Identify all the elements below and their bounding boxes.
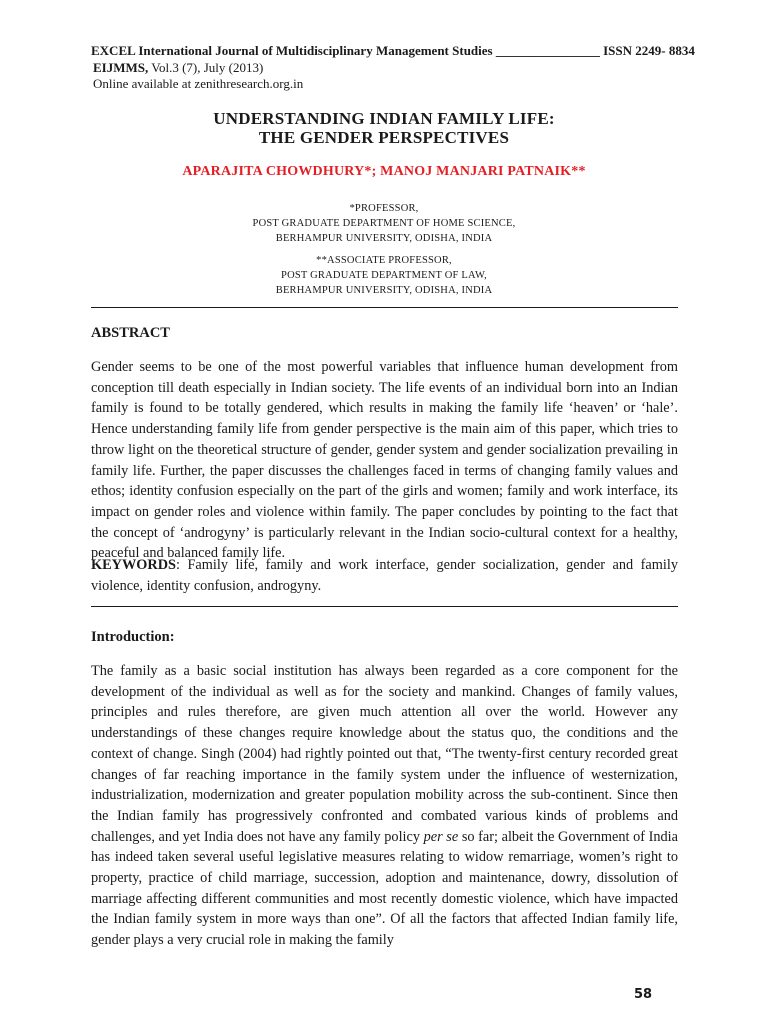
affiliation-1-dept: POST GRADUATE DEPARTMENT OF HOME SCIENCE, [252, 218, 516, 229]
intro-text-part2: so far; albeit the Government of India has indeed taken several useful legislative measures relating to widow remarriage, women’s right to property, practice of child marriage, succession, adoption and maintenance, dowry, dissolution of marriage affecting different communities and most recently domestic violence, which have impacted the Indian family system in more ways than one”. Of all the factors that affected Indian family life, gender plays a very crucial role in making the family [91, 828, 678, 949]
paper-title-line1: UNDERSTANDING INDIAN FAMILY LIFE: [213, 109, 555, 128]
affiliation-2-role: **ASSOCIATE PROFESSOR, [316, 255, 452, 266]
journal-header: EXCEL International Journal of Multidisciplinary Management Studies ________________ ISSN 2249- 8834 [91, 43, 695, 58]
introduction-text [91, 661, 678, 951]
introduction-heading: Introduction: [91, 629, 175, 645]
intro-italic-term: per se [423, 828, 459, 845]
section-divider-bottom [91, 606, 678, 607]
section-divider-top [91, 307, 678, 308]
affiliation-2-univ: BERHAMPUR UNIVERSITY, ODISHA, INDIA [275, 285, 493, 296]
abstract-heading: ABSTRACT [91, 325, 170, 341]
keywords-list: : Family life, family and work interface, gender socialization, gender and family violence, identity confusion, androgyny. [91, 557, 678, 594]
page-number: 58 [634, 987, 653, 1002]
affiliation-1-univ: BERHAMPUR UNIVERSITY, ODISHA, INDIA [275, 233, 493, 244]
journal-abbr: EIJMMS, [93, 60, 149, 75]
intro-text-part1: The family as a basic social institution has always been regarded as a core component for the development of the individual as well as for the society and mankind. Changes of family values, principles and rules therefore, are given much attention all over the world. However any understandings of these changes require knowledge about the status quo, the conditions and the context of change. Singh (2004) had rightly pointed out that, “The twenty-first century recorded great changes of far reaching importance in the family system under the influence of westernization, industrialization, modernization and greater population mobility across the sub-continent. Since then the Indian family has progressively confronted and combated various kinds of problems and challenges, and yet India does not have any family policy [91, 663, 678, 845]
affiliation-1-role: *PROFESSOR, [349, 203, 419, 214]
author-list: APARAJITA CHOWDHURY*; MANOJ MANJARI PATNAIK** [182, 164, 586, 179]
volume-issue: Vol.3 (7), July (2013) [148, 60, 264, 75]
affiliation-2-dept: POST GRADUATE DEPARTMENT OF LAW, [281, 270, 487, 281]
keywords-paragraph [91, 555, 678, 596]
abstract-text: Gender seems to be one of the most powerful variables that influence human development from conception till death especially in Indian society. The life events of an individual born into an Indian family is found to be totally gendered, which results in making the family life ‘heaven’ or ‘hale’. Hence understanding family life from gender perspective is the main aim of this paper, which tries to throw light on the theoretical structure of gender, gender system and gender socialization prevailing in family life. Further, the paper discusses the challenges faced in terms of changing family values and ethos; identity confusion especially on the part of the girls and women; family and work interface, its impact on gender roles and violence within family. The paper concludes by pointing to the fact that the concept of ‘androgyny’ is particularly relevant in the Indian socio-cultural context for a healthy, peaceful and balanced family life. [91, 359, 678, 562]
online-availability: Online available at zenithresearch.org.in [93, 76, 304, 91]
volume-info [93, 60, 263, 76]
keywords-label: KEYWORDS [91, 557, 176, 573]
paper-title-line2: THE GENDER PERSPECTIVES [258, 128, 510, 147]
